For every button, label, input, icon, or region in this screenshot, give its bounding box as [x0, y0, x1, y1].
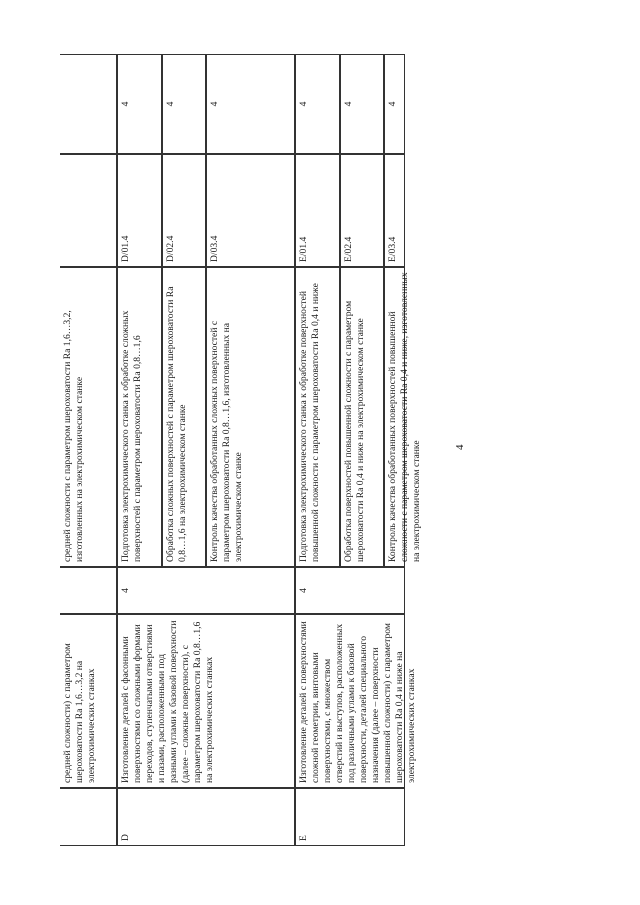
row-e-title: Изготовление деталей с поверхностями сложной геометрии, винтовыми поверхностями, с множеством отверстий и выступов, расположенных под различными углами к базовой поверхности, деталей специального назначения (далее – поверхности повышенной сложности) с параметром шероховатости Ra 0,4 и ниже на электрохимических станках [295, 614, 405, 788]
functions-table [60, 54, 422, 846]
row-d-function-1-level: 4 [117, 54, 162, 154]
row-d-function-2-code: D/02.4 [162, 154, 206, 267]
row-d-function-1: Подготовка электрохимического станка к обработке сложных поверхностей с параметром шероховатости Ra 0,8…1,6 [117, 267, 162, 567]
row-cont-code [60, 788, 117, 846]
row-d-function-3: Контроль качества обработанных сложных поверхностей с параметром шероховатости Ra 0,8…1,6, изготовленных на электрохимическом станке [206, 267, 295, 567]
row-d-function-2: Обработка сложных поверхностей с параметром шероховатости Ra 0,8…1,6 на электрохимическом станке [162, 267, 206, 567]
row-d-function-3-level: 4 [206, 54, 295, 154]
row-e-code: E [295, 788, 405, 846]
row-cont-function-level [60, 54, 117, 154]
page-number: 4 [454, 444, 466, 450]
row-e-function-2-level: 4 [340, 54, 384, 154]
row-e-function-2: Обработка поверхностей повышенной сложности с параметром шероховатости Ra 0,4 и ниже на электрохимическом станке [340, 267, 384, 567]
row-d-function-1-code: D/01.4 [117, 154, 162, 267]
row-cont-level [60, 567, 117, 614]
row-d-title: Изготовление деталей с фасонными поверхностями со сложными формами переходов, ступенчатыми отверстиями и пазами, расположенными под разными углами к базовой поверхности (далее – сложные поверхности), с параметром шероховатости Ra 0,8…1,6 на электрохимических станках [117, 614, 295, 788]
row-d-code: D [117, 788, 295, 846]
row-e-function-3: Контроль качества обработанных поверхностей повышенной сложности с параметром шероховатости Ra 0,4 и ниже, изготовленных на электрохимическом станке [384, 267, 405, 567]
row-cont-function: средней сложности с параметром шероховатости Ra 1,6…3,2, изготовленных на электрохимическом станке [60, 267, 117, 567]
row-e-function-1-level: 4 [295, 54, 340, 154]
row-e-function-3-code: E/03.4 [384, 154, 405, 267]
row-e-level: 4 [295, 567, 405, 614]
row-cont-title: средней сложности) с параметром шероховатости Ra 1,6…3,2 на электрохимических станках [60, 614, 117, 788]
row-e-function-1: Подготовка электрохимического станка к обработке поверхностей повышенной сложности с параметром шероховатости Ra 0,4 и ниже [295, 267, 340, 567]
row-d-function-3-code: D/03.4 [206, 154, 295, 267]
row-d-level: 4 [117, 567, 295, 614]
row-d-function-2-level: 4 [162, 54, 206, 154]
row-e-function-1-code: E/01.4 [295, 154, 340, 267]
row-cont-function-code [60, 154, 117, 267]
row-e-function-3-level: 4 [384, 54, 405, 154]
row-e-function-2-code: E/02.4 [340, 154, 384, 267]
